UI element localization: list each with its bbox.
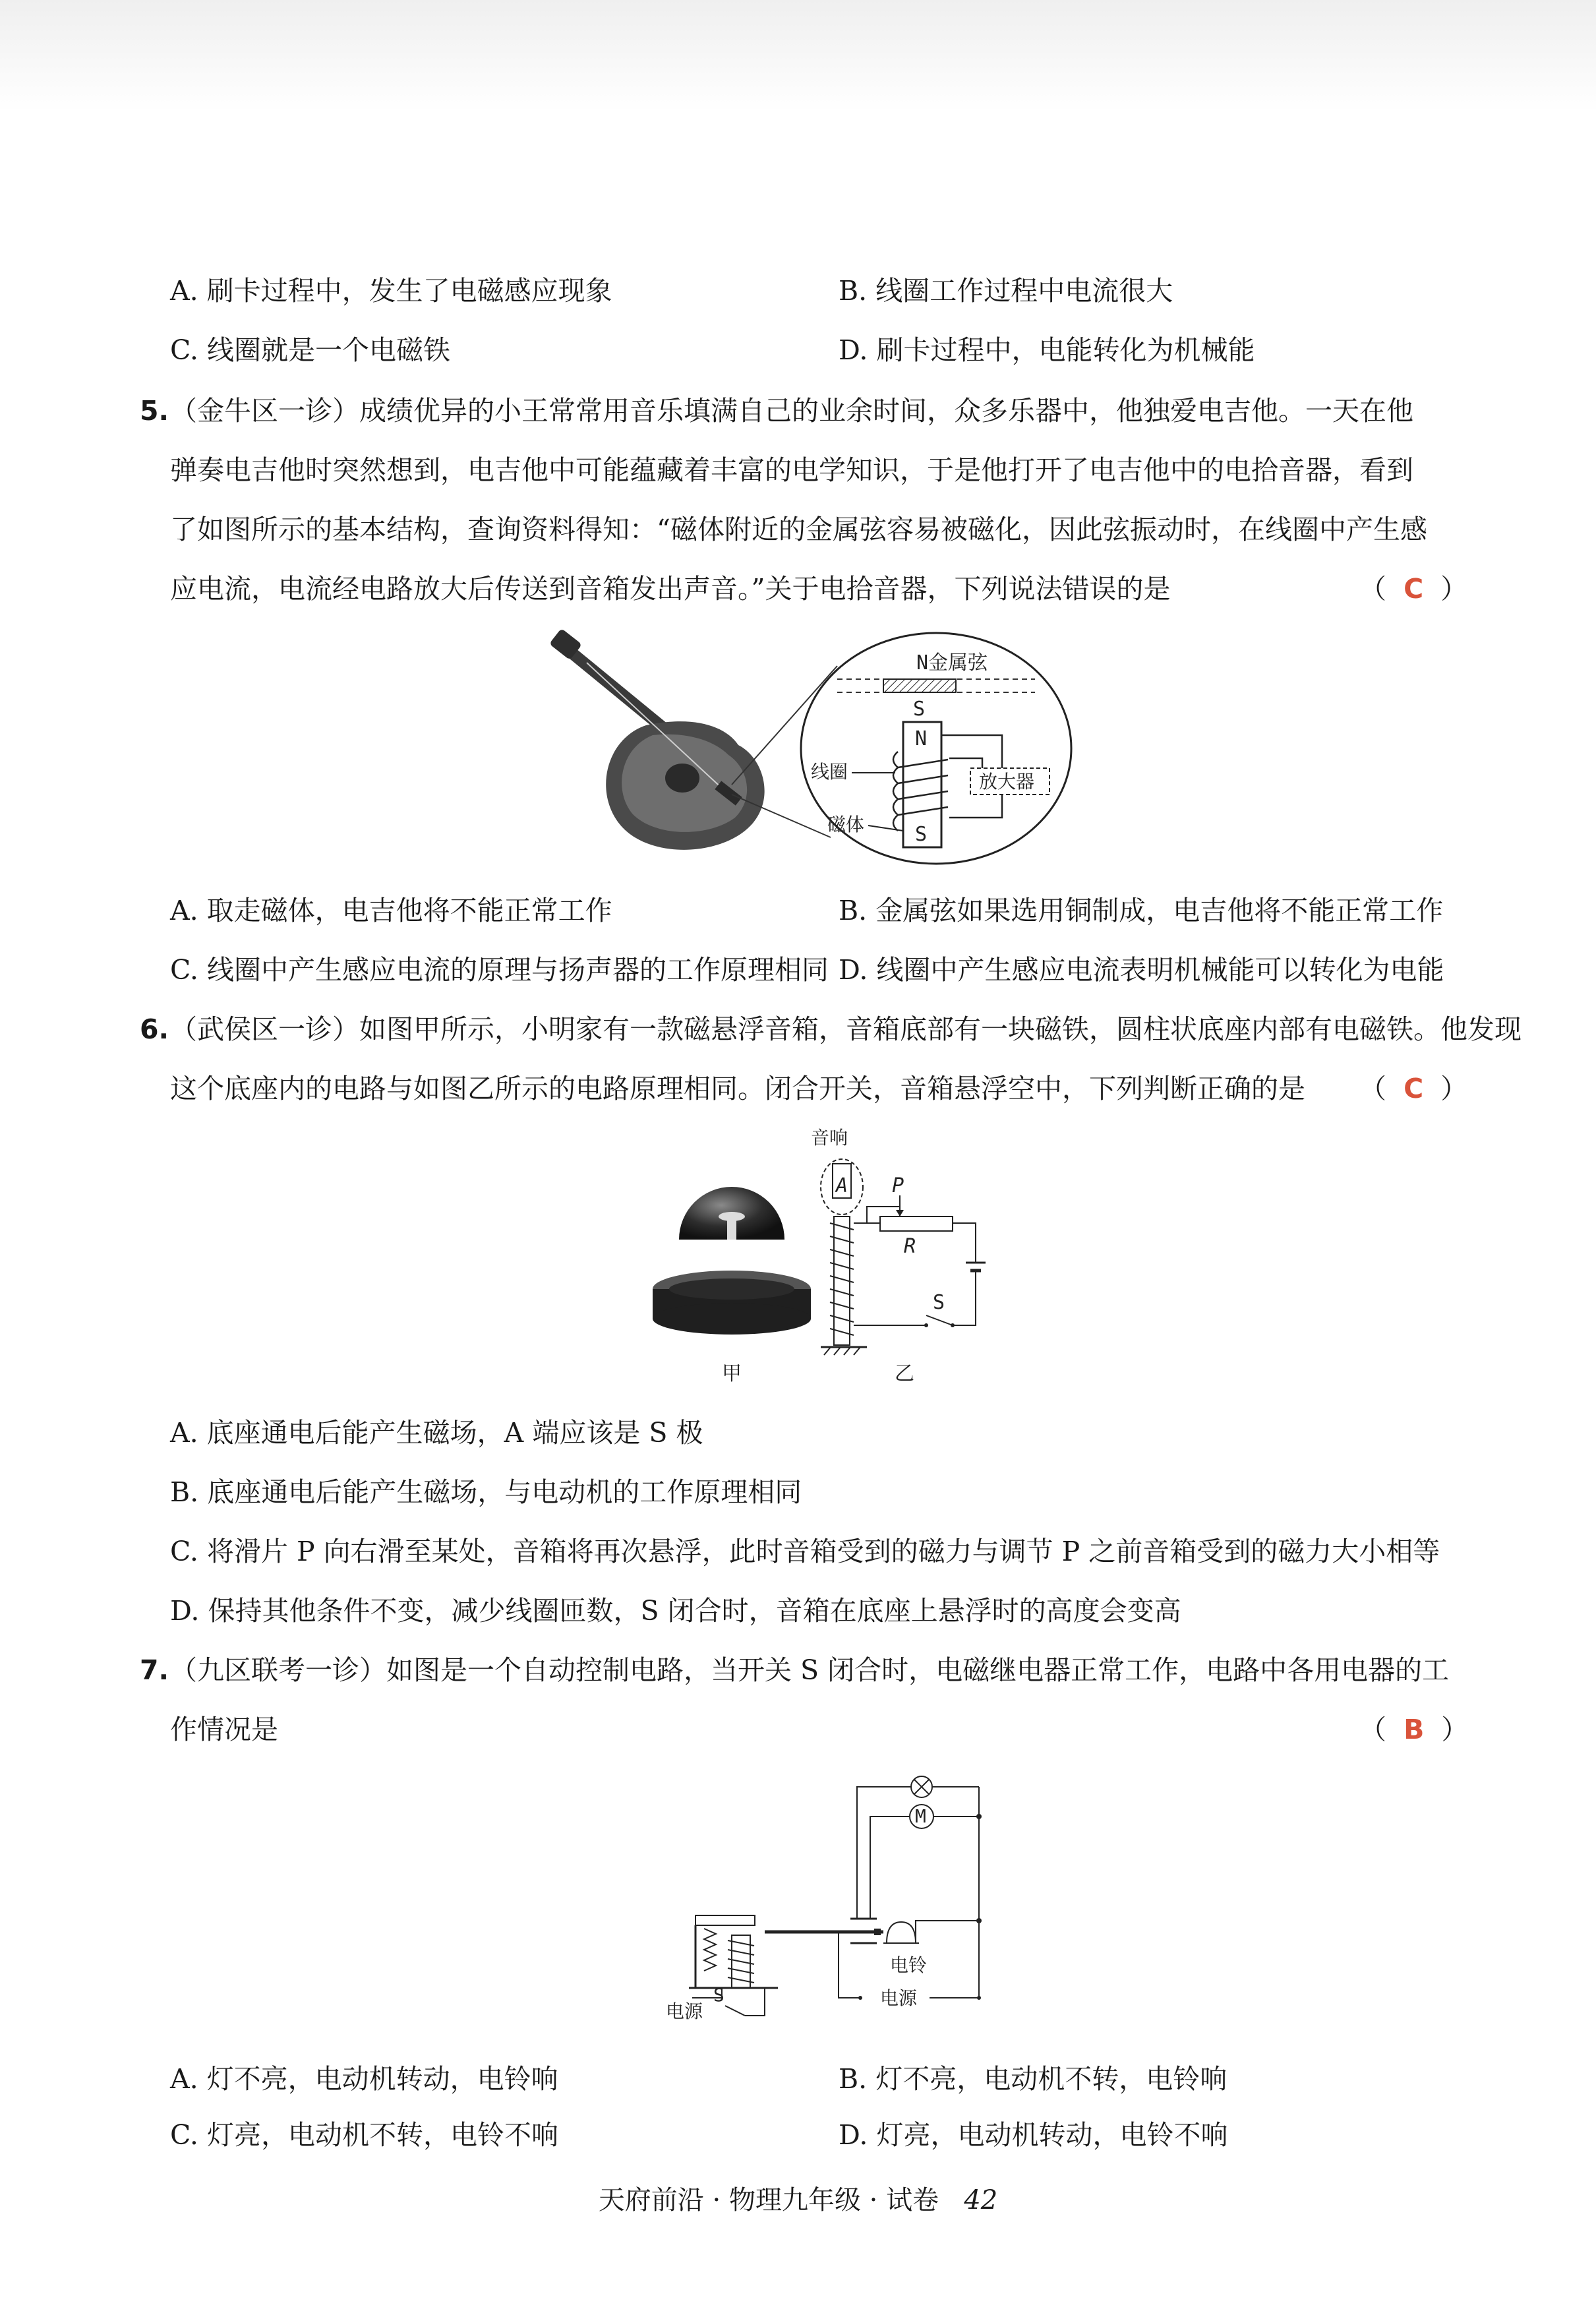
label-bell: 电铃	[890, 1954, 928, 1976]
page-number: 42	[964, 2185, 998, 2215]
q5-option-d: D. 线圈中产生感应电流表明机械能可以转化为电能	[839, 954, 1444, 986]
page-footer	[0, 2179, 1596, 2217]
q5-option-b: B. 金属弦如果选用铜制成，电吉他将不能正常工作	[839, 895, 1444, 926]
guitar-image	[549, 628, 765, 850]
wire-control-right	[745, 1988, 765, 2016]
scan-shadow	[0, 0, 1596, 112]
switch-blade	[926, 1315, 953, 1325]
q6-answer: C	[1404, 1073, 1424, 1104]
q5-pickup-figure	[547, 626, 1075, 870]
label-power-left: 电源	[666, 2000, 703, 2021]
q7-stem-line2: 作情况是	[170, 1714, 278, 1745]
label-s: S	[713, 1984, 724, 2006]
label-s-top: S	[913, 698, 926, 721]
wire-bell	[916, 1921, 979, 1943]
rheostat	[880, 1217, 953, 1231]
q6-option-b: B. 底座通电后能产生磁场，与电动机的工作原理相同	[170, 1476, 802, 1508]
wire-motor-branch	[870, 1817, 979, 1919]
label-p: P	[892, 1174, 904, 1197]
q6-option-d: D. 保持其他条件不变，减少线圈匝数，S 闭合时，音箱在底座上悬浮时的高度会变高	[170, 1595, 1181, 1627]
label-magnet: 磁体	[827, 814, 865, 835]
label-n-magnet: N	[915, 727, 928, 750]
bell-icon	[887, 1922, 916, 1943]
ground-hatch	[824, 1347, 860, 1355]
q7-answer-bracket: （ B ）	[1359, 1714, 1469, 1745]
q5-option-a: A. 取走磁体，电吉他将不能正常工作	[170, 895, 612, 926]
q7-answer: B	[1404, 1714, 1425, 1745]
q7-option-b: B. 灯不亮，电动机不转，电铃响	[839, 2063, 1227, 2095]
label-coil: 线圈	[811, 761, 848, 783]
q6-levitation-figure	[643, 1124, 999, 1401]
q6-stem-line1: （武侯区一诊）如图甲所示，小明家有一款磁悬浮音箱，音箱底部有一块磁铁，圆柱状底座内部有电磁铁。他发现	[170, 1013, 1522, 1045]
q7-number: 7.	[140, 1654, 169, 1686]
q5-stem-line1: （金牛区一诊）成绩优异的小王常常用音乐填满自己的业余时间，众多乐器中，他独爱电吉他。一天在他	[170, 395, 1413, 427]
label-a-end: A	[836, 1174, 848, 1197]
q6-option-a: A. 底座通电后能产生磁场，A 端应该是 S 极	[170, 1417, 703, 1449]
q5-stem-line3: 了如图所示的基本结构，查询资料得知：“磁体附近的金属弦容易被磁化，因此弦振动时，在线圈中产生感	[170, 514, 1427, 545]
wire-to-battery	[953, 1223, 976, 1263]
q5-answer: C	[1404, 573, 1424, 605]
q4-option-c: C. 线圈就是一个电磁铁	[170, 334, 450, 366]
q7-option-d: D. 灯亮，电动机转动，电铃不响	[839, 2119, 1228, 2151]
label-jia: 甲	[722, 1362, 742, 1385]
q6-number: 6.	[140, 1013, 169, 1045]
q7-relay-figure	[666, 1770, 982, 2021]
q7-stem-line1: （九区联考一诊）如图是一个自动控制电路，当开关 S 闭合时，电磁继电器正常工作，电路中各用电器的工	[170, 1654, 1450, 1686]
levitating-speaker-photo	[653, 1187, 811, 1335]
wire-power-right	[839, 1932, 860, 1998]
footer-text: 天府前沿 · 物理九年级 · 试卷	[598, 2185, 939, 2215]
label-speaker: 音响	[811, 1127, 848, 1149]
label-amplifier: 放大器	[979, 771, 1035, 793]
label-power-right: 电源	[880, 1987, 918, 2009]
q4-option-b: B. 线圈工作过程中电流很大	[839, 275, 1173, 307]
label-s: S	[933, 1291, 945, 1314]
q6-stem-line2: 这个底座内的电路与如图乙所示的电路原理相同。闭合开关，音箱悬浮空中，下列判断正确的是	[170, 1073, 1305, 1104]
label-m: M	[915, 1805, 926, 1827]
wire-to-switch	[953, 1271, 976, 1325]
q5-stem-line2: 弹奏电吉他时突然想到，电吉他中可能蕴藏着丰富的电学知识，于是他打开了电吉他中的电拾音器，看到	[170, 454, 1413, 486]
metal-string	[883, 679, 956, 692]
q5-number: 5.	[140, 395, 169, 427]
q7-option-c: C. 灯亮，电动机不转，电铃不响	[170, 2119, 558, 2151]
q5-stem-line4: 应电流，电流经电路放大后传送到音箱发出声音。”关于电拾音器，下列说法错误的是	[170, 573, 1171, 605]
relay-spring	[704, 1929, 716, 1971]
switch-s-blade	[725, 2006, 745, 2016]
q6-option-c: C. 将滑片 P 向右滑至某处，音箱将再次悬浮，此时音箱受到的磁力与调节 P 之前音箱受到的磁力大小相等	[170, 1536, 1440, 1567]
q6-answer-bracket: （ C ）	[1359, 1073, 1468, 1104]
label-n-metal-string: N金属弦	[916, 651, 988, 675]
label-r: R	[904, 1235, 916, 1258]
label-yi: 乙	[895, 1362, 914, 1385]
q7-option-a: A. 灯不亮，电动机转动，电铃响	[170, 2063, 558, 2095]
label-s-magnet: S	[915, 823, 928, 846]
q5-option-c: C. 线圈中产生感应电流的原理与扬声器的工作原理相同	[170, 954, 829, 986]
q5-answer-bracket: （ C ）	[1359, 573, 1468, 605]
q4-option-a: A. 刷卡过程中，发生了电磁感应现象	[170, 275, 612, 307]
slider-arrow	[896, 1210, 904, 1217]
relay-frame-top	[695, 1915, 755, 1925]
q4-option-d: D. 刷卡过程中，电能转化为机械能	[839, 334, 1255, 366]
